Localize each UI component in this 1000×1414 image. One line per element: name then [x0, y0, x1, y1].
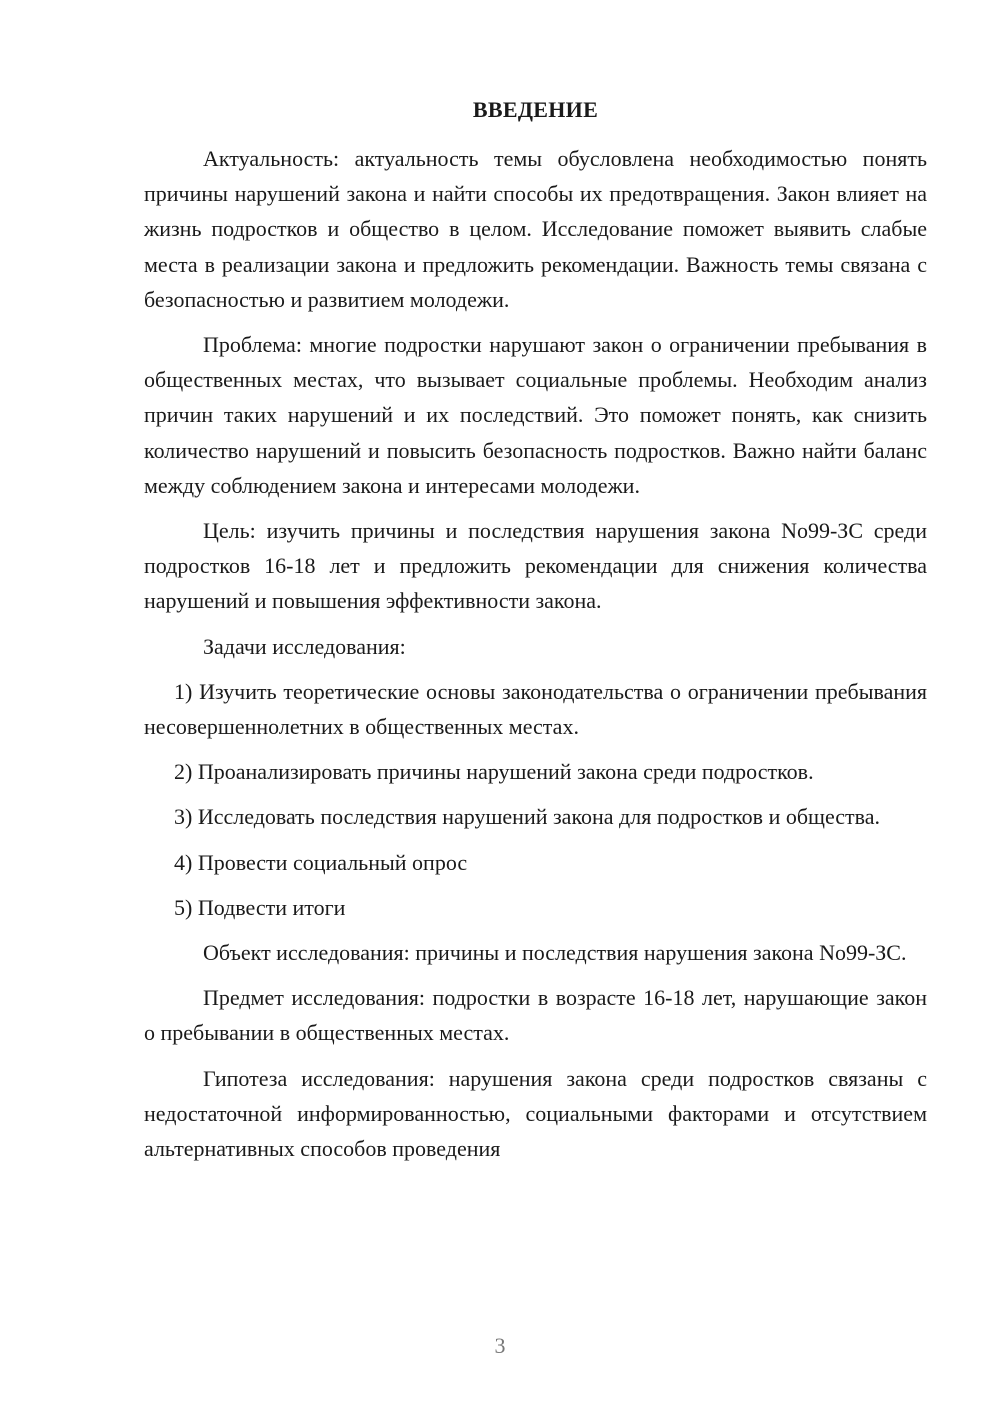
paragraph-relevance: Актуальность: актуальность темы обусловлена необходимостью понять причины нарушений закона и найти способы их предотвращения. Закон влияет на жизнь подростков и общество в целом. Исследование поможет выявить слабые места в реализации закона и предложить рекомендации. Важность темы связана с безопасностью и развитием молодежи.	[144, 146, 927, 312]
page-number: 3	[494, 1333, 506, 1358]
document-page	[144, 92, 927, 1166]
paragraph-object: Объект исследования: причины и последствия нарушения закона No99-ЗС.	[203, 940, 907, 966]
task-item: 2) Проанализировать причины нарушений закона среди подростков.	[174, 759, 814, 785]
paragraph-hypothesis: Гипотеза исследования: нарушения закона среди подростков связаны с недостаточной информированностью, социальными факторами и отсутствием альтернативных способов проведения	[144, 1065, 927, 1162]
paragraph-problem: Проблема: многие подростки нарушают закон о ограничении пребывания в общественных местах, что вызывает социальные проблемы. Необходим анализ причин таких нарушений и их последствий. Это поможет понять, как снизить количество нарушений и повысить безопасность подростков. Важно найти баланс между соблюдением закона и интересами молодежи.	[144, 332, 927, 498]
paragraph-tasks-heading: Задачи исследования:	[203, 633, 406, 659]
task-item: 4) Провести социальный опрос	[174, 849, 468, 875]
section-title: ВВЕДЕНИЕ	[472, 97, 599, 122]
task-item: 1) Изучить теоретические основы законодательства о ограничении пребывания несовершеннолетних в общественных местах.	[144, 678, 927, 740]
task-item: 3) Исследовать последствия нарушений закона для подростков и общества.	[174, 804, 881, 830]
paragraph-goal: Цель: изучить причины и последствия нарушения закона No99-ЗС среди подростков 16-18 лет и предложить рекомендации для снижения количества нарушений и повышения эффективности закона.	[144, 518, 927, 614]
paragraph-subject: Предмет исследования: подростки в возрасте 16-18 лет, нарушающие закон о пребывании в общественных местах.	[144, 985, 927, 1046]
task-item: 5) Подвести итоги	[174, 894, 346, 920]
